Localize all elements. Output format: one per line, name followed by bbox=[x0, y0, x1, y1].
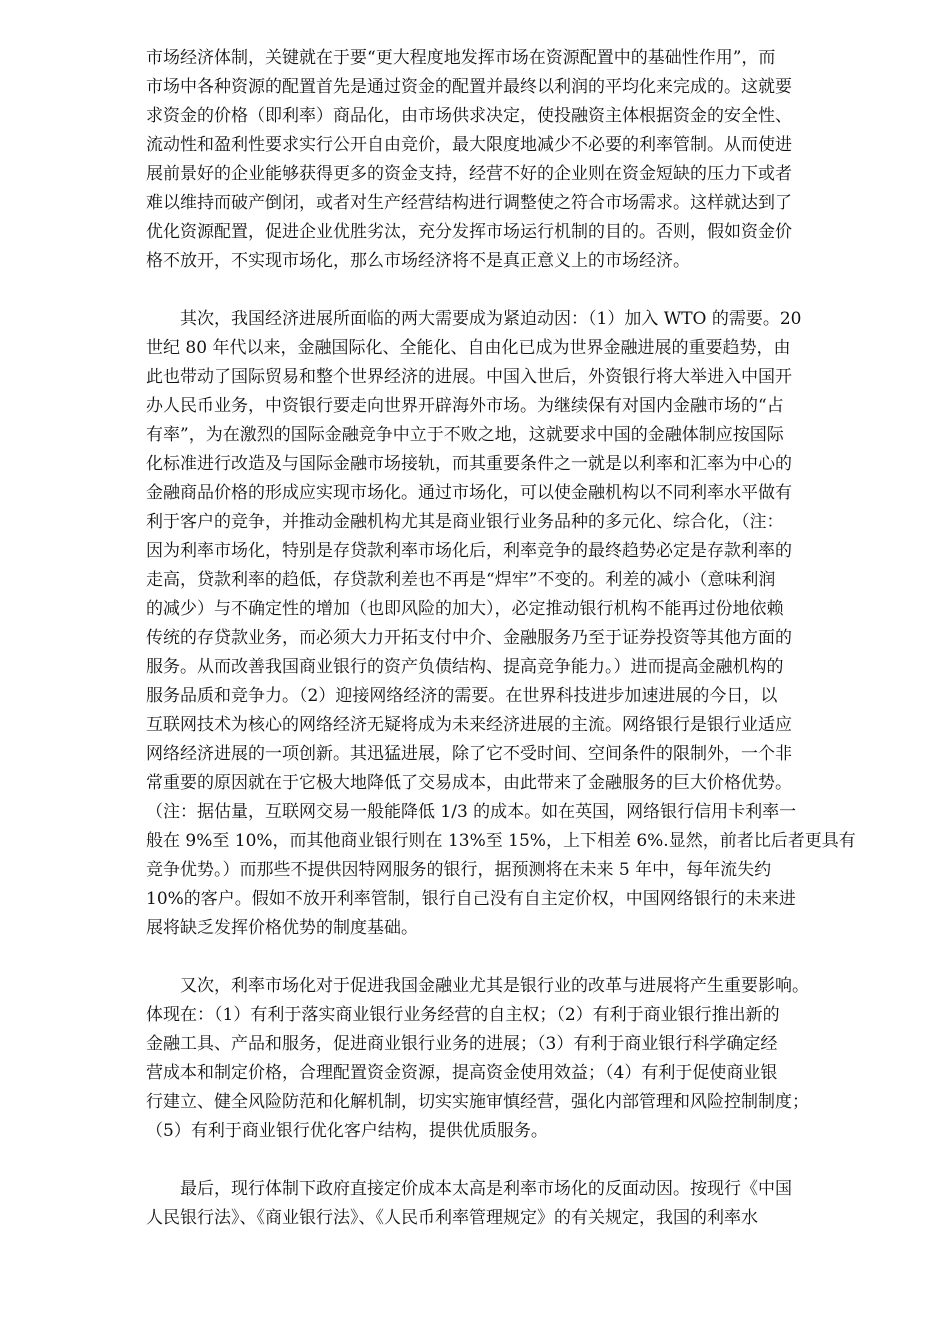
text-line: （注：据估量，互联网交易一般能降低 1/3 的成本。如在英国，网络银行信用卡利率一 bbox=[146, 802, 797, 822]
text-line: 市场经济体制，关键就在于要“更大程度地发挥市场在资源配置中的基础性作用”，而 bbox=[146, 48, 776, 68]
text-line: 市场中各种资源的配置首先是通过资金的配置并最终以利润的平均化来完成的。这就要 bbox=[146, 77, 792, 97]
text-line: 人民银行法》、《商业银行法》、《人民币利率管理规定》的有关规定，我国的利率水 bbox=[146, 1208, 758, 1228]
paragraph-spacer bbox=[146, 1146, 886, 1175]
text-line: 有率”，为在激烈的国际金融竞争中立于不败之地，这就要求中国的金融体制应按国际 bbox=[146, 425, 784, 445]
text-line: 利于客户的竞争，并推动金融机构尤其是商业银行业务品种的多元化、综合化，（注： bbox=[146, 512, 784, 532]
text-line: 行建立、健全风险防范和化解机制，切实实施审慎经营，强化内部管理和风险控制制度； bbox=[146, 1092, 809, 1112]
text-line: 展前景好的企业能够获得更多的资金支持，经营不好的企业则在资金短缺的压力下或者 bbox=[146, 164, 792, 184]
text-line: 走高，贷款利率的趋低，存贷款利差也不再是“焊牢”不变的。利差的减小（意味利润 bbox=[146, 570, 776, 590]
text-line: 金融商品价格的形成应实现市场化。通过市场化，可以使金融机构以不同利率水平做有 bbox=[146, 483, 792, 503]
text-line: 难以维持而破产倒闭，或者对生产经营结构进行调整使之符合市场需求。这样就达到了 bbox=[146, 193, 792, 213]
paragraph-thirdly bbox=[146, 972, 886, 1146]
text-line: 金融工具、产品和服务，促进商业银行业务的进展；（3）有利于商业银行科学确定经 bbox=[146, 1034, 778, 1054]
paragraph-secondly bbox=[146, 305, 886, 943]
text-line: 般在 9%至 10%，而其他商业银行则在 13%至 15%，上下相差 6%.显然，前者比后者更具有 bbox=[146, 831, 856, 851]
text-line: 体现在：（1）有利于落实商业银行业务经营的自主权；（2）有利于商业银行推出新的 bbox=[146, 1005, 780, 1025]
text-line: 办人民币业务，中资银行要走向世界开辟海外市场。为继续保有对国内金融市场的“占 bbox=[146, 396, 784, 416]
text-line: （5）有利于商业银行优化客户结构，提供优质服务。 bbox=[146, 1121, 548, 1141]
document-page bbox=[146, 44, 886, 1233]
text-line: 互联网技术为核心的网络经济无疑将成为未来经济进展的主流。网络银行是银行业适应 bbox=[146, 715, 792, 735]
text-line: 服务。从而改善我国商业银行的资产负债结构、提高竞争能力。）进而提高金融机构的 bbox=[146, 657, 784, 677]
text-line: 因为利率市场化，特别是存贷款利率市场化后，利率竞争的最终趋势必定是存款利率的 bbox=[146, 541, 792, 561]
paragraph-spacer bbox=[146, 943, 886, 972]
paragraph-spacer bbox=[146, 276, 886, 305]
text-line: 求资金的价格（即利率）商品化，由市场供求决定，使投融资主体根据资金的安全性、 bbox=[146, 106, 792, 126]
text-line: 展将缺乏发挥价格优势的制度基础。 bbox=[146, 918, 418, 938]
text-line: 竞争优势。）而那些不提供因特网服务的银行，据预测将在未来 5 年中，每年流失约 bbox=[146, 860, 772, 880]
text-line: 常重要的原因就在于它极大地降低了交易成本，由此带来了金融服务的巨大价格优势。 bbox=[146, 773, 792, 793]
text-line: 营成本和制定价格，合理配置资金资源，提高资金使用效益；（4）有利于促使商业银 bbox=[146, 1063, 778, 1083]
paragraph-market-economy bbox=[146, 44, 886, 276]
text-line: 流动性和盈利性要求实行公开自由竞价，最大限度地减少不必要的利率管制。从而使进 bbox=[146, 135, 792, 155]
text-line: 化标准进行改造及与国际金融市场接轨，而其重要条件之一就是以利率和汇率为中心的 bbox=[146, 454, 792, 474]
text-line: 的减少）与不确定性的增加（也即风险的加大），必定推动银行机构不能再过份地依赖 bbox=[146, 599, 784, 619]
text-line: 其次，我国经济进展所面临的两大需要成为紧迫动因：（1）加入 WTO 的需要。20 bbox=[146, 309, 802, 329]
text-line: 服务品质和竞争力。（2）迎接网络经济的需要。在世界科技进步加速进展的今日，以 bbox=[146, 686, 778, 706]
text-line: 优化资源配置，促进企业优胜劣汰，充分发挥市场运行机制的目的。否则，假如资金价 bbox=[146, 222, 792, 242]
text-line: 格不放开，不实现市场化，那么市场经济将不是真正意义上的市场经济。 bbox=[146, 251, 690, 271]
text-line: 10%的客户。假如不放开利率管制，银行自己没有自主定价权，中国网络银行的未来进 bbox=[146, 889, 796, 909]
text-line: 最后，现行体制下政府直接定价成本太高是利率市场化的反面动因。按现行《中国 bbox=[146, 1179, 792, 1199]
text-line: 网络经济进展的一项创新。其迅猛进展，除了它不受时间、空间条件的限制外，一个非 bbox=[146, 744, 792, 764]
text-line: 传统的存贷款业务，而必须大力开拓支付中介、金融服务乃至于证券投资等其他方面的 bbox=[146, 628, 792, 648]
paragraph-finally bbox=[146, 1175, 886, 1233]
text-line: 此也带动了国际贸易和整个世界经济的进展。中国入世后，外资银行将大举进入中国开 bbox=[146, 367, 792, 387]
text-line: 又次，利率市场化对于促进我国金融业尤其是银行业的改革与进展将产生重要影响。 bbox=[146, 976, 809, 996]
text-line: 世纪 80 年代以来，金融国际化、全能化、自由化已成为世界金融进展的重要趋势，由 bbox=[146, 338, 791, 358]
